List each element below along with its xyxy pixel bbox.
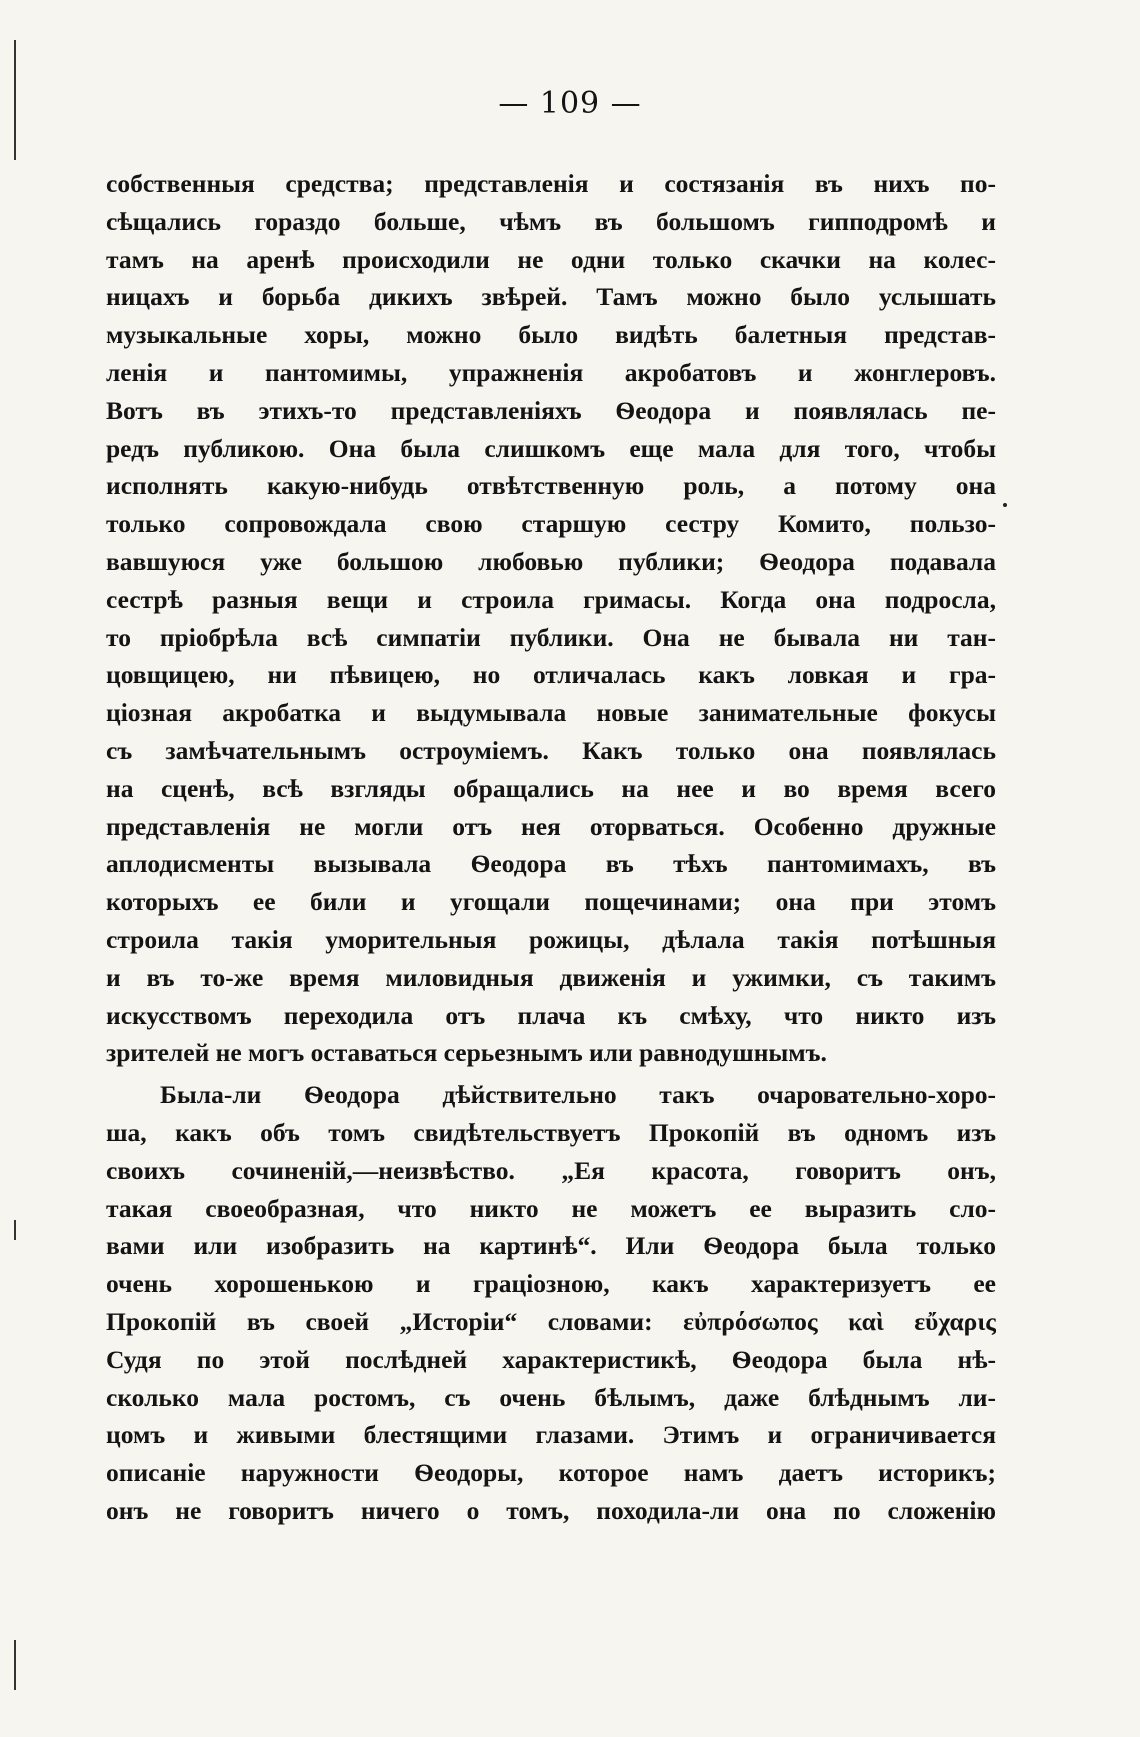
text-line: своихъ сочиненій,—неизвѣство. „Ея красота, говоритъ онъ,: [106, 1155, 996, 1185]
text-line: только сопровождала свою старшую сестру Комито, пользо-: [106, 509, 996, 539]
text-line: ленія и пантомимы, упражненія акробатовъ и жонглеровъ.: [106, 357, 996, 387]
text-line: аплодисменты вызывала Ѳеодора въ тѣхъ пантомимахъ, въ: [106, 849, 996, 879]
text-line: собственныя средства; представленія и состязанія въ нихъ по-: [106, 169, 996, 198]
text-line: на сценѣ, всѣ взгляды обращались на нее и во время всего: [106, 773, 996, 803]
text-line: Прокопій въ своей „Исторіи“ словами: εὐπρόσωπος καὶ εὔχαρις: [106, 1306, 996, 1336]
text-line: ницахъ и борьба дикихъ звѣрей. Тамъ можно было услышать: [106, 282, 996, 312]
text-line: вами или изобразить на картинѣ“. Или Ѳеодора была только: [106, 1231, 996, 1261]
text-line: цомъ и живыми блестящими глазами. Этимъ и ограничивается: [106, 1420, 996, 1450]
text-line: и въ то-же время миловидныя движенія и ужимки, съ такимъ: [106, 962, 996, 992]
scan-margin-tick: [14, 1640, 16, 1690]
text-line: описаніе наружности Ѳеодоры, которое намъ даетъ историкъ;: [106, 1458, 996, 1488]
text-line: Вотъ въ этихъ-то представленіяхъ Ѳеодора и появлялась пе-: [106, 395, 996, 425]
text-line: съ замѣчательнымъ остроуміемъ. Какъ только она появлялась: [106, 735, 996, 765]
text-line: исполнять какую-нибудь отвѣтственную роль, а потому она: [106, 471, 996, 501]
text-line: очень хорошенькою и граціозною, какъ характеризуетъ ее: [106, 1269, 996, 1299]
text-line: сѣщались гораздо больше, чѣмъ въ большомъ гипподромѣ и: [106, 206, 996, 236]
body-text: [106, 165, 996, 1530]
text-line: музыкальные хоры, можно было видѣть балетныя представ-: [106, 320, 996, 350]
text-line: редъ публикою. Она была слишкомъ еще мала для того, чтобы: [106, 433, 996, 463]
text-line: онъ не говоритъ ничего о томъ, походила-ли она по сложенію: [106, 1495, 996, 1525]
text-line: сестрѣ разныя вещи и строила гримасы. Когда она подросла,: [106, 584, 996, 614]
text-line: Была-ли Ѳеодора дѣйствительно такъ очаровательно-хоро-: [160, 1080, 996, 1110]
text-line: цовщицею, ни пѣвицею, но отличалась какъ ловкая и гра-: [106, 660, 996, 690]
text-line: представленія не могли отъ нея оторваться. Особенно дружные: [106, 811, 996, 841]
text-line: искусствомъ переходила отъ плача къ смѣху, что никто изъ: [106, 1000, 996, 1030]
text-line: то пріобрѣла всѣ симпатіи публики. Она не бывала ни тан-: [106, 622, 996, 652]
page-number: — 109 —: [498, 86, 642, 121]
text-line: ціозная акробатка и выдумывала новые занимательные фокусы: [106, 698, 996, 728]
text-line: которыхъ ее били и угощали пощечинами; она при этомъ: [106, 887, 996, 917]
scan-speck: [1003, 503, 1007, 507]
text-line: такая своеобразная, что никто не можетъ ее выразить сло-: [106, 1193, 996, 1223]
text-line: строила такія уморительныя рожицы, дѣлала такія потѣшныя: [106, 924, 996, 954]
text-line: ша, какъ объ томъ свидѣтельствуетъ Прокопій въ одномъ изъ: [106, 1117, 996, 1147]
scan-margin-tick: [14, 1220, 16, 1240]
text-line: тамъ на аренѣ происходили не одни только скачки на колес-: [106, 244, 996, 274]
text-line: сколько мала ростомъ, съ очень бѣлымъ, даже блѣднымъ ли-: [106, 1382, 996, 1412]
text-line: зрителей не могъ оставаться серьезнымъ или равнодушнымъ.: [106, 1038, 827, 1068]
text-line: вавшуюся уже большою любовью публики; Ѳеодора подавала: [106, 546, 996, 576]
text-line: Судя по этой послѣдней характеристикѣ, Ѳеодора была нѣ-: [106, 1344, 996, 1374]
